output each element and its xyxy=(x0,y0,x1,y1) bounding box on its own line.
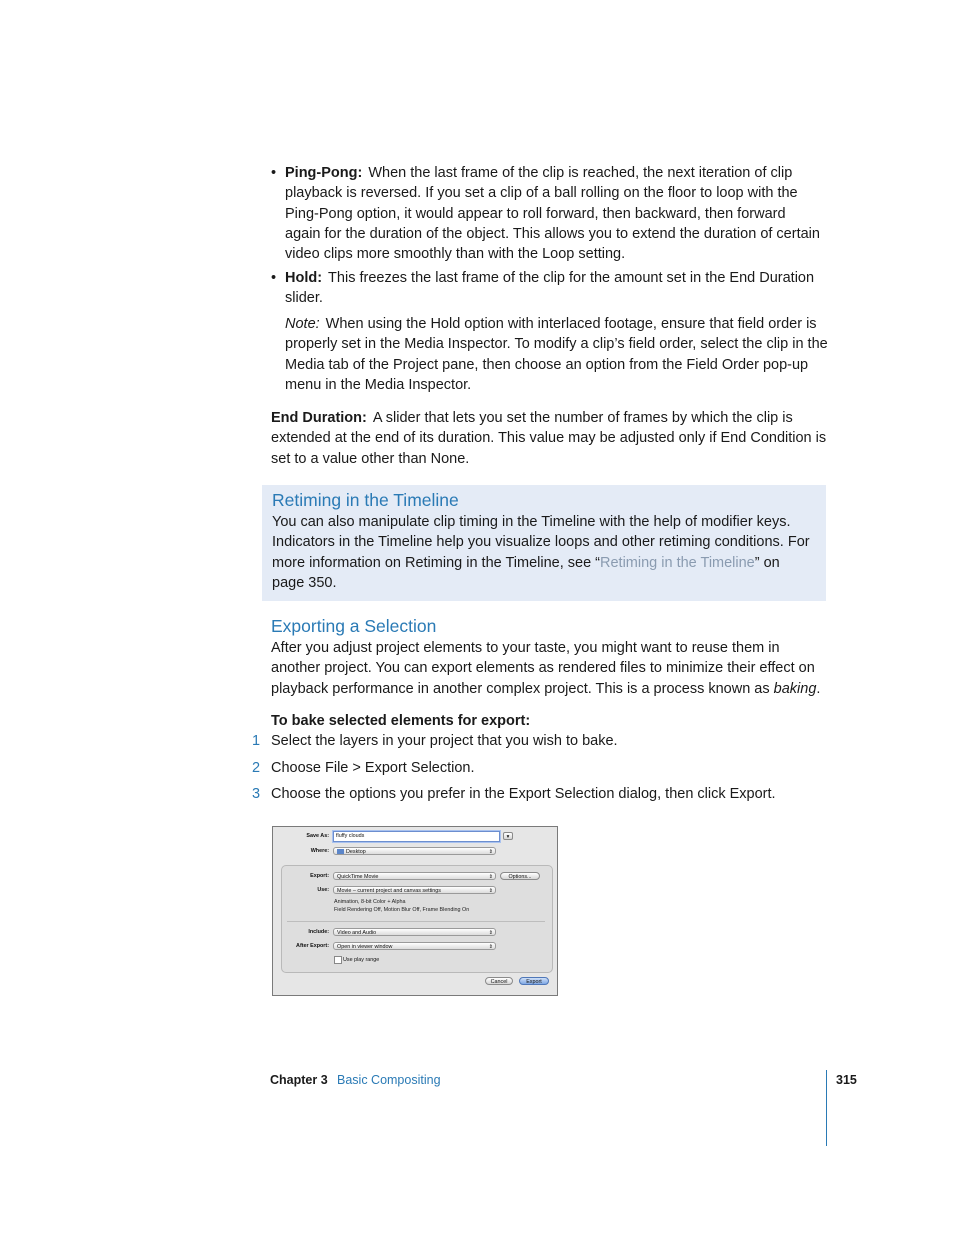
bullet-line: Ping-Pong option, it would appear to roll forward, then backward, then forward xyxy=(285,205,786,222)
term-hold: Hold: xyxy=(285,270,323,286)
options-button[interactable]: Options... xyxy=(500,872,540,880)
callout-line: You can also manipulate clip timing in the Timeline with the help of modifier keys. xyxy=(272,514,791,530)
bullet-dot: • xyxy=(271,270,277,286)
paragraph-line: After you adjust project elements to your taste, you might want to reuse them in xyxy=(271,640,780,656)
note-line: menu in the Media Inspector. xyxy=(285,376,472,393)
bullet-ping-pong xyxy=(285,163,830,264)
save-as-label: Save As: xyxy=(306,833,329,839)
where-label: Where: xyxy=(310,848,329,854)
where-popup[interactable]: Desktop ⇕ xyxy=(333,847,496,855)
term-end-duration: End Duration: xyxy=(271,410,367,426)
include-popup[interactable]: Video and Audio ⇕ xyxy=(333,928,496,936)
paragraph-line: another project. You can export elements as rendered files to minimize their effect on xyxy=(271,660,815,677)
step-text: Select the layers in your project that you wish to bake. xyxy=(271,733,618,749)
retiming-link[interactable]: Retiming in the Timeline xyxy=(600,554,755,571)
callout-body xyxy=(272,512,824,593)
cancel-button[interactable]: Cancel xyxy=(485,977,513,985)
step-number: 2 xyxy=(252,760,261,776)
bullet-line: playback is reversed. If you set a clip of a ball rolling on the floor to loop with the xyxy=(285,185,798,202)
export-section-body xyxy=(271,638,831,699)
footer-chapter: Chapter 3 xyxy=(270,1073,328,1087)
callout-heading: Retiming in the Timeline xyxy=(272,490,459,510)
bullet-line: Hold: This freezes the last frame of the clip for the amount set in the End Duration xyxy=(285,270,815,286)
export-popup[interactable]: QuickTime Movie ⇕ xyxy=(333,872,496,880)
step-number: 3 xyxy=(252,786,261,802)
paragraph-line: extended at the end of its duration. This value may be adjusted only if End Condition is xyxy=(271,430,827,447)
updown-arrows-icon: ⇕ xyxy=(488,849,493,855)
end-duration-paragraph xyxy=(271,408,831,469)
page-number: 315 xyxy=(836,1073,857,1087)
paragraph-line: set to a value other than None. xyxy=(271,450,470,467)
use-play-range-label: Use play range xyxy=(343,957,380,963)
folder-icon xyxy=(337,849,344,854)
note-line: properly set in the Media Inspector. To modify a clip’s field order, select the clip in the xyxy=(285,336,828,353)
save-as-field[interactable]: fluffy clouds xyxy=(333,831,500,842)
bullet-line: again for the duration of the object. This allows you to extend the duration of certain xyxy=(285,225,820,242)
divider xyxy=(287,921,545,922)
callout-line: Indicators in the Timeline help you visualize loops and other retiming conditions. For xyxy=(272,534,810,551)
bullet-hold xyxy=(285,268,830,309)
note-paragraph xyxy=(285,314,830,395)
bullet-dot: • xyxy=(271,165,277,181)
footer-rule xyxy=(826,1070,827,1146)
after-export-label: After Export: xyxy=(296,943,329,949)
updown-arrows-icon: ⇕ xyxy=(488,944,493,950)
bullet-line: slider. xyxy=(285,290,323,307)
include-label: Include: xyxy=(308,929,329,935)
task-title: To bake selected elements for export: xyxy=(271,713,531,729)
export-label: Export: xyxy=(310,873,329,879)
updown-arrows-icon: ⇕ xyxy=(488,930,493,936)
use-popup[interactable]: Movie – current project and canvas settings ⇕ xyxy=(333,886,496,894)
footer-chapter-title: Basic Compositing xyxy=(337,1073,441,1087)
paragraph-line: playback performance in another complex project. This is a process known as baking. xyxy=(271,680,821,697)
step-text: Choose File > Export Selection. xyxy=(271,760,475,776)
paragraph-line: End Duration: A slider that lets you set the number of frames by which the clip is xyxy=(271,410,793,426)
bullet-line: Ping-Pong: When the last frame of the clip is reached, the next iteration of clip xyxy=(285,165,793,181)
callout-line: more information on Retiming in the Timeline, see “Retiming in the Timeline” on xyxy=(272,554,780,571)
use-label: Use: xyxy=(317,887,329,893)
note-line: Media tab of the Project pane, then choose an option from the Field Order pop-up xyxy=(285,356,809,373)
export-button[interactable]: Export xyxy=(519,977,549,985)
export-info-line: Field Rendering Off, Motion Blur Off, Frame Blending On xyxy=(334,907,470,913)
export-section-heading: Exporting a Selection xyxy=(271,616,437,636)
after-export-popup[interactable]: Open in viewer window ⇕ xyxy=(333,942,496,950)
term-ping-pong: Ping-Pong: xyxy=(285,165,363,181)
bullet-line: video clips more smoothly than with the Loop setting. xyxy=(285,246,626,263)
updown-arrows-icon: ⇕ xyxy=(488,888,493,894)
use-play-range-checkbox[interactable] xyxy=(334,956,342,964)
note-label: Note: xyxy=(285,316,320,332)
chevron-down-icon: ▾ xyxy=(506,834,510,840)
step-text: Choose the options you prefer in the Export Selection dialog, then click Export. xyxy=(271,786,776,802)
step-number: 1 xyxy=(252,733,261,749)
note-line: Note: When using the Hold option with interlaced footage, ensure that field order is xyxy=(285,316,817,332)
export-options-group xyxy=(281,865,553,973)
callout-line: page 350. xyxy=(272,574,337,591)
export-selection-dialog xyxy=(272,826,558,996)
export-info-line: Animation, 8-bit Color + Alpha xyxy=(334,899,406,905)
expand-button[interactable] xyxy=(503,832,513,840)
updown-arrows-icon: ⇕ xyxy=(488,874,493,880)
